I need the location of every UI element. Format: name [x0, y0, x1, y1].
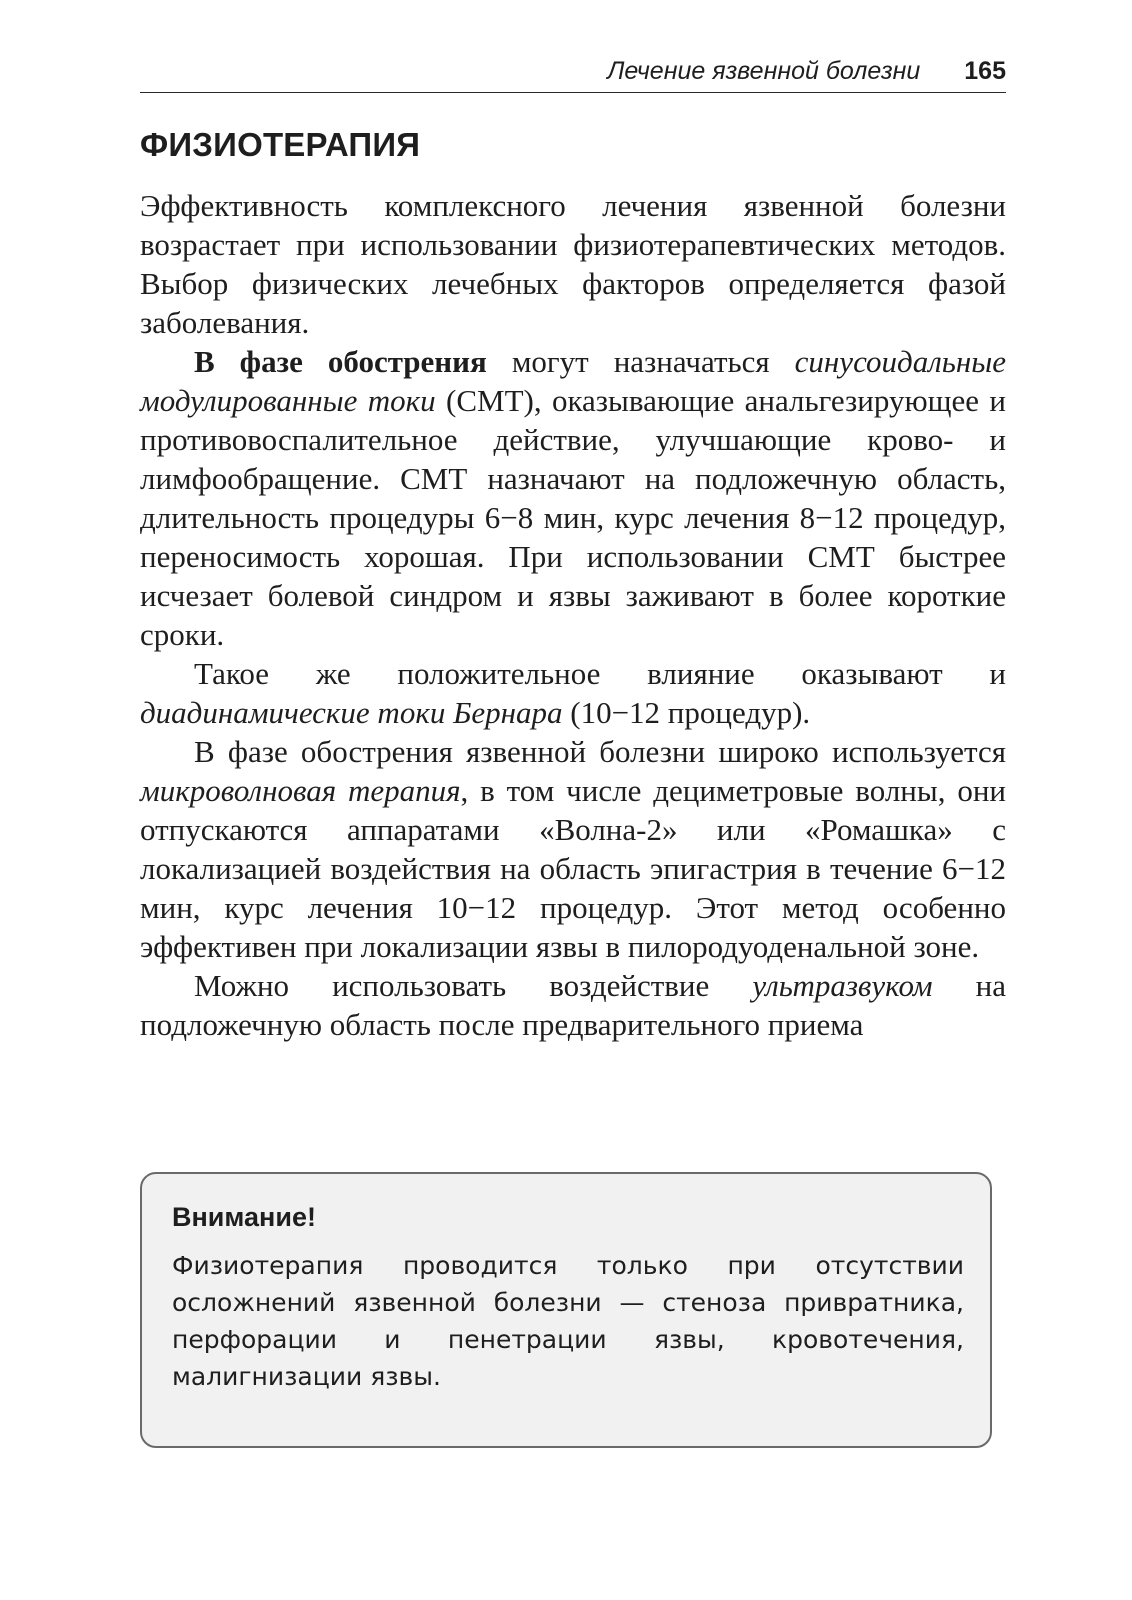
paragraph-2	[140, 342, 1006, 654]
paragraph-5-italic: ультразвуком	[752, 968, 933, 1003]
paragraph-2-italic: синусоидальные модулированные токи	[140, 344, 1006, 418]
paragraph-3-text-2: (10−12 процедур).	[562, 695, 811, 730]
paragraph-5-text-2: на подложечную область после предварительного приема	[140, 968, 1006, 1042]
running-title: Лечение язвенной болезни	[607, 56, 921, 85]
paragraph-2-bold: В фазе обострения	[194, 344, 487, 379]
paragraph-4-text-1: В фазе обострения язвенной болезни широко используется	[194, 734, 1006, 769]
book-page	[140, 0, 1006, 1600]
paragraph-3	[140, 654, 1006, 732]
paragraph-5-text-1: Можно использовать воздействие	[194, 968, 753, 1003]
paragraph-4-italic: микроволновая терапия	[140, 773, 461, 808]
section-title: ФИЗИОТЕРАПИЯ	[140, 126, 421, 163]
paragraph-3-italic: диадинамические токи Бернара	[140, 695, 563, 730]
running-header	[140, 50, 1006, 93]
notice-text: Физиотерапия проводится только при отсутствии осложнений язвенной болезни — стеноза привратника, перфорации и пенетрации язвы, кровотечения, малигнизации язвы.	[172, 1251, 964, 1391]
paragraph-1-text: Эффективность комплексного лечения язвенной болезни возрастает при использовании физиотерапевтических методов. Выбор физических лечебных факторов определяется фазой заболевания.	[140, 188, 1006, 340]
paragraph-2-text-2: (СМТ), оказывающие анальгезирующее и противовоспалительное действие, улучшающие крово- и лимфообращение. СМТ назначают на подложечную область, длительность процедуры 6−8 мин, курс лечения 8−12 процедур, переносимость хорошая. При использовании СМТ быстрее исчезает болевой синдром и язвы заживают в более короткие сроки.	[140, 383, 1006, 652]
paragraph-4-text-2: , в том числе дециметровые волны, они отпускаются аппаратами «Волна-2» или «Ромашка» с локализацией воздействия на область эпигастрия в течение 6−12 мин, курс лечения 10−12 процедур. Этот метод особенно эффективен при локализации язвы в пилородуоденальной зоне.	[140, 773, 1006, 964]
body-text	[140, 186, 1006, 1044]
paragraph-3-text-1: Такое же положительное влияние оказывают и	[194, 656, 1006, 691]
notice-title: Внимание!	[172, 1202, 316, 1232]
paragraph-5	[140, 966, 1006, 1044]
paragraph-2-text-1: могут назначаться	[486, 344, 795, 379]
page-number: 165	[964, 56, 1006, 85]
notice-box	[140, 1172, 992, 1448]
paragraph-4	[140, 732, 1006, 966]
paragraph-1	[140, 186, 1006, 342]
